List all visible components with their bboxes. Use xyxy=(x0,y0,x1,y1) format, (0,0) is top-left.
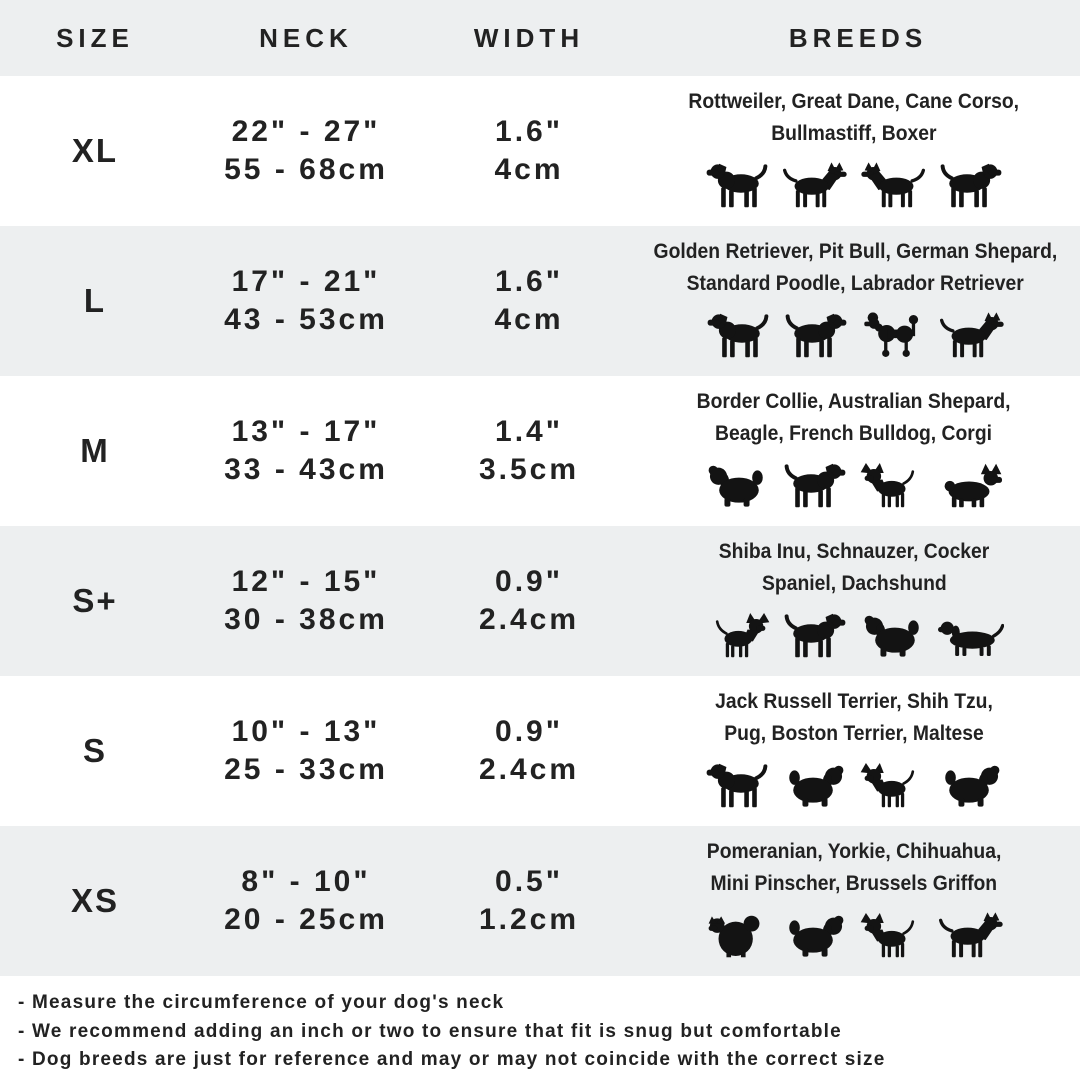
yorkie-icon xyxy=(782,907,848,964)
maltese-icon xyxy=(938,757,1004,814)
dog-silhouettes xyxy=(704,154,1004,214)
neck-cm: 43 - 53cm xyxy=(224,303,388,336)
col-header-breeds: BREEDS xyxy=(788,22,928,53)
table-row xyxy=(0,226,1080,376)
breeds-cell xyxy=(636,76,1080,226)
width-cm: 4cm xyxy=(494,153,564,186)
width-cm: 3.5cm xyxy=(478,453,580,486)
mini-pinscher-icon xyxy=(938,907,1004,964)
width-cm: 4cm xyxy=(494,303,564,336)
breeds-text: Standard Poodle, Labrador Retriever xyxy=(686,271,1024,295)
schnauzer-icon xyxy=(782,607,848,664)
dog-silhouettes xyxy=(704,904,1004,964)
dachshund-icon xyxy=(938,607,1004,664)
neck-cm: 55 - 68cm xyxy=(224,153,388,186)
dog-silhouettes xyxy=(704,604,1004,664)
width-inches: 1.6" xyxy=(495,115,563,149)
table-row xyxy=(0,826,1080,976)
width-cm: 2.4cm xyxy=(478,753,580,786)
breeds-cell xyxy=(636,676,1080,826)
size-label: S xyxy=(82,732,107,769)
note-measure: - Measure the circumference of your dog's neck xyxy=(18,992,505,1013)
chihuahua-icon xyxy=(860,907,926,964)
standard-poodle-icon xyxy=(861,307,927,364)
col-header-width: WIDTH xyxy=(473,22,585,53)
breeds-text: Border Collie, Australian Shepard, xyxy=(697,390,1011,413)
width-inches: 0.9" xyxy=(495,715,563,749)
bullmastiff-icon xyxy=(938,157,1004,214)
border-collie-icon xyxy=(704,457,770,514)
rottweiler-icon xyxy=(704,157,770,214)
size-label: L xyxy=(83,282,107,319)
neck-measurement xyxy=(190,113,422,189)
pug-icon xyxy=(860,757,926,814)
breeds-cell xyxy=(636,226,1080,376)
cane-corso-icon xyxy=(860,157,926,214)
table-row xyxy=(0,526,1080,676)
neck-cm: 20 - 25cm xyxy=(224,903,388,936)
neck-inches: 17" - 21" xyxy=(231,265,381,299)
width-measurement xyxy=(422,413,636,489)
note-reference: - Dog breeds are just for reference and may or may not coincide with the correct size xyxy=(18,1049,886,1070)
width-inches: 1.6" xyxy=(495,265,563,299)
dog-silhouettes xyxy=(704,754,1004,814)
neck-measurement xyxy=(190,413,422,489)
neck-measurement xyxy=(190,863,422,939)
width-measurement xyxy=(422,263,636,339)
breeds-text: Golden Retriever, Pit Bull, German Shepard, xyxy=(653,240,1058,263)
neck-inches: 8" - 10" xyxy=(241,865,371,899)
size-label: S+ xyxy=(72,582,118,619)
size-label: XS xyxy=(70,882,120,919)
dog-silhouettes xyxy=(705,304,1005,364)
neck-inches: 13" - 17" xyxy=(231,415,381,449)
breeds-text: Bullmastiff, Boxer xyxy=(771,121,937,145)
golden-retriever-icon xyxy=(705,307,771,364)
col-header-neck: NECK xyxy=(259,22,353,53)
breeds-text: Shiba Inu, Schnauzer, Cocker xyxy=(718,540,990,563)
shih-tzu-icon xyxy=(782,757,848,814)
breeds-text: Spaniel, Dachshund xyxy=(761,571,947,595)
width-cm: 2.4cm xyxy=(478,603,580,636)
width-inches: 0.5" xyxy=(495,865,563,899)
neck-measurement xyxy=(190,263,422,339)
corgi-icon xyxy=(938,457,1004,514)
cocker-spaniel-icon xyxy=(860,607,926,664)
german-shepard-icon xyxy=(939,307,1005,364)
width-inches: 1.4" xyxy=(495,415,563,449)
neck-inches: 12" - 15" xyxy=(231,565,381,599)
neck-cm: 30 - 38cm xyxy=(224,603,388,636)
table-row xyxy=(0,676,1080,826)
dog-silhouettes xyxy=(704,454,1004,514)
col-header-size: SIZE xyxy=(56,22,134,53)
note-recommend: - We recommend adding an inch or two to ensure that fit is snug but comfortable xyxy=(18,1020,842,1042)
width-cm: 1.2cm xyxy=(478,903,580,936)
pit-bull-icon xyxy=(783,307,849,364)
shiba-inu-icon xyxy=(704,607,770,664)
breeds-cell xyxy=(636,826,1080,976)
neck-inches: 10" - 13" xyxy=(231,715,381,749)
size-label: M xyxy=(80,432,110,469)
neck-measurement xyxy=(190,713,422,789)
width-measurement xyxy=(422,113,636,189)
breeds-text: Pomeranian, Yorkie, Chihuahua, xyxy=(706,840,1002,863)
table-row xyxy=(0,376,1080,526)
breeds-text: Beagle, French Bulldog, Corgi xyxy=(715,421,993,445)
width-inches: 0.9" xyxy=(495,565,563,599)
breeds-text: Mini Pinscher, Brussels Griffon xyxy=(710,871,998,895)
neck-inches: 22" - 27" xyxy=(231,115,381,149)
pomeranian-icon xyxy=(704,907,770,964)
beagle-icon xyxy=(782,457,848,514)
width-measurement xyxy=(422,863,636,939)
great-dane-icon xyxy=(782,157,848,214)
neck-cm: 25 - 33cm xyxy=(224,753,388,786)
neck-cm: 33 - 43cm xyxy=(224,453,388,486)
table-header xyxy=(0,0,1080,76)
footnotes xyxy=(0,976,1080,1080)
breeds-cell xyxy=(636,376,1080,526)
neck-measurement xyxy=(190,563,422,639)
breeds-cell xyxy=(636,526,1080,676)
width-measurement xyxy=(422,713,636,789)
size-label: XL xyxy=(71,132,119,169)
breeds-text: Jack Russell Terrier, Shih Tzu, xyxy=(715,690,993,713)
width-measurement xyxy=(422,563,636,639)
breeds-text: Pug, Boston Terrier, Maltese xyxy=(724,721,984,745)
table-row xyxy=(0,76,1080,226)
french-bulldog-icon xyxy=(860,457,926,514)
jack-russell-terrier-icon xyxy=(704,757,770,814)
breeds-text: Rottweiler, Great Dane, Cane Corso, xyxy=(688,90,1020,113)
